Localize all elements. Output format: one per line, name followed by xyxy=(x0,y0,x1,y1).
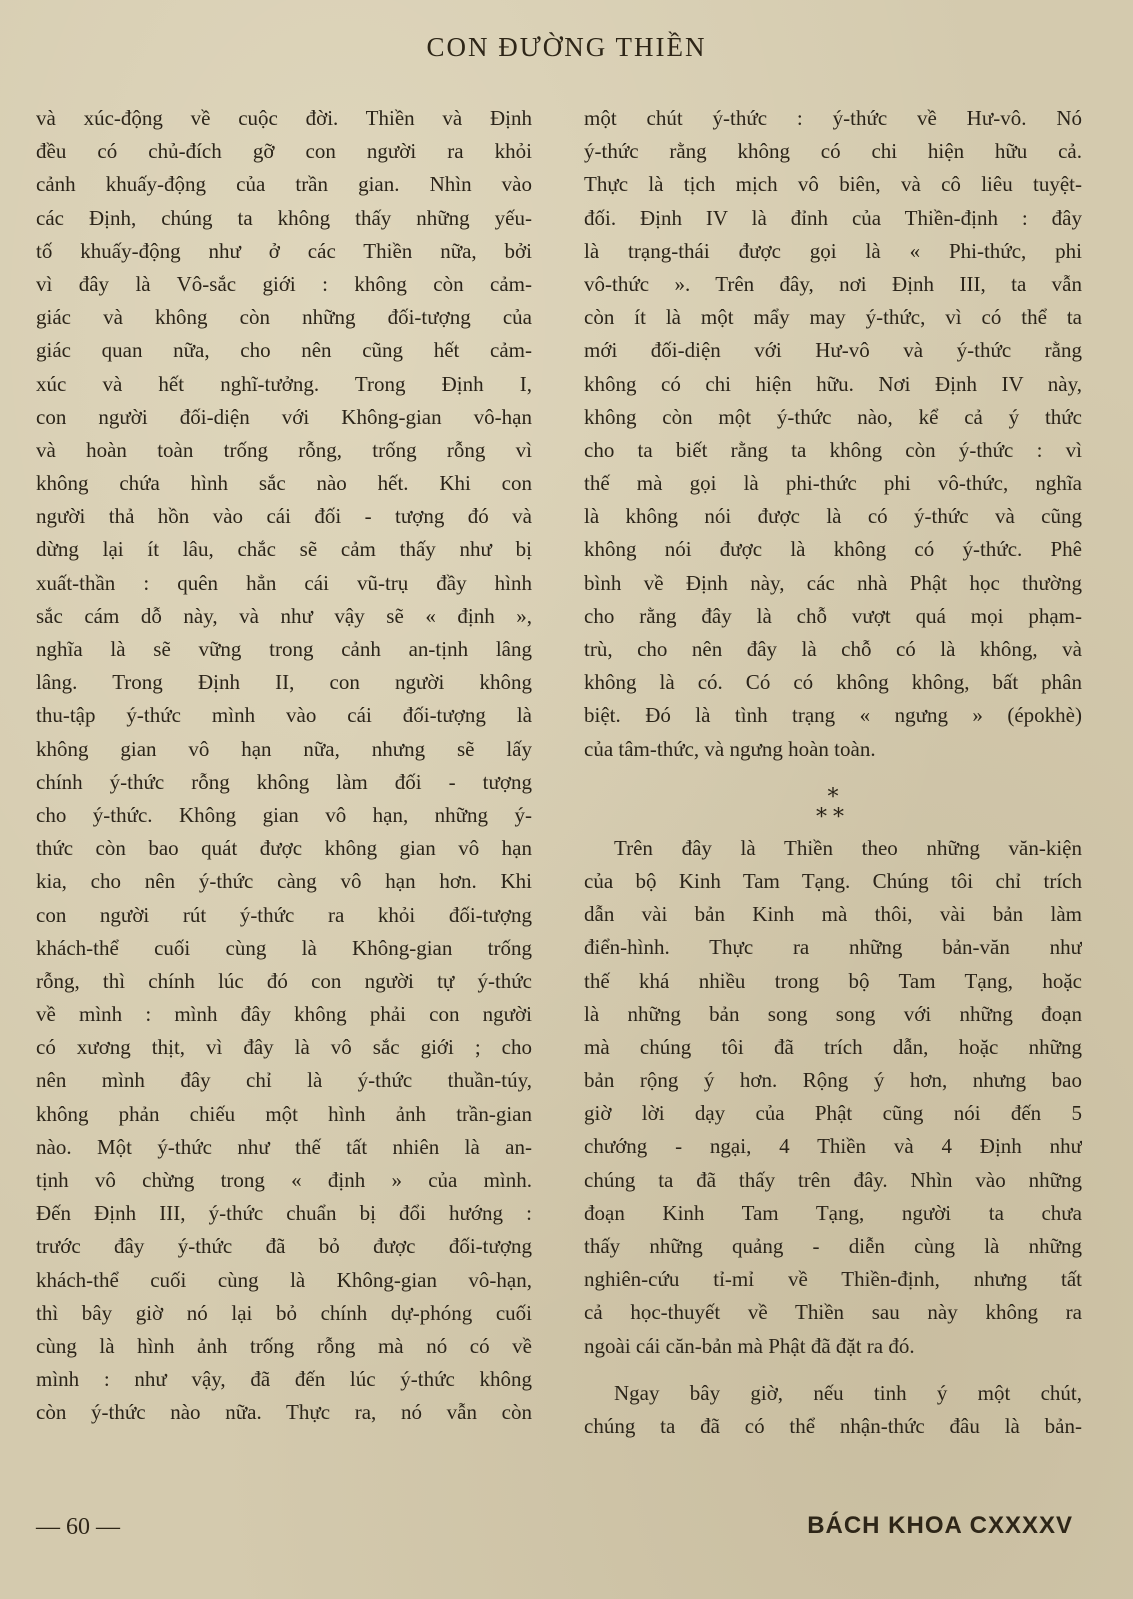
separator-stars: ** xyxy=(816,804,850,830)
text-line: người thả hồn vào cái đối - tượng đó và xyxy=(36,504,532,529)
text-line: và xúc-động về cuộc đời. Thiền và Định xyxy=(36,106,532,130)
text-line: có xương thịt, vì đây là vô sắc giới ; cho xyxy=(36,1035,532,1060)
text-line: vô-thức ». Trên đây, nơi Định III, ta vẫn xyxy=(584,271,1082,296)
text-line: thì bây giờ nó lại bỏ chính dự-phóng cuối xyxy=(36,1300,532,1325)
running-title: CON ĐƯỜNG THIỀN xyxy=(426,32,707,62)
text-line: ngoài cái căn-bản mà Phật đã đặt ra đó. xyxy=(584,1333,915,1358)
text-line: rỗng, thì chính lúc đó con người tự ý-thức xyxy=(36,968,532,993)
text-line: thấy những quảng - diễn cùng là những xyxy=(584,1234,1082,1258)
text-line: dừng lại ít lâu, chắc sẽ cảm thấy như bị xyxy=(36,537,532,562)
text-line: cả học-thuyết về Thiền sau này không ra xyxy=(584,1300,1082,1325)
text-line: khách-thể cuối cùng là Không-gian trống xyxy=(36,935,532,960)
text-line: lâng. Trong Định II, con người không xyxy=(36,670,532,695)
text-line: biệt. Đó là tình trạng « ngưng » (épokhè) xyxy=(584,703,1082,728)
text-line: nào. Một ý-thức như thế tất nhiên là an- xyxy=(36,1134,532,1159)
text-line: của bộ Kinh Tam Tạng. Chúng tôi chỉ trích xyxy=(584,868,1082,893)
text-line: tịnh vô chừng trong « định » của mình. xyxy=(36,1168,532,1192)
text-line: không nói được là không có ý-thức. Phê xyxy=(584,537,1082,562)
text-line: đoạn Kinh Tam Tạng, người ta chưa xyxy=(584,1200,1082,1225)
text-line: không phản chiếu một hình ảnh trần-gian xyxy=(36,1101,532,1126)
text-line: con người đối-diện với Không-gian vô-hạn xyxy=(36,404,532,429)
text-line: mình : như vậy, đã đến lúc ý-thức không xyxy=(36,1367,532,1392)
text-line: Ngay bây giờ, nếu tinh ý một chút, xyxy=(614,1380,1082,1405)
text-line: chúng ta đã thấy trên đây. Nhìn vào những xyxy=(584,1167,1082,1192)
text-line: nên mình đây chỉ là ý-thức thuần-túy, xyxy=(36,1068,532,1093)
text-line: cho ý-thức. Không gian vô hạn, những ý- xyxy=(36,802,532,827)
text-line: không chứa hình sắc nào hết. Khi con xyxy=(36,471,532,496)
paragraph-gap xyxy=(584,1363,1082,1377)
section-separator xyxy=(584,766,1082,832)
text-line: tố khuấy-động như ở các Thiền nữa, bởi xyxy=(36,238,532,263)
text-line: Thực là tịch mịch vô biên, và cô liêu tuyệt- xyxy=(584,172,1082,197)
text-line: vì đây là Vô-sắc giới : không còn cảm- xyxy=(36,271,532,296)
text-line: chúng ta đã có thể nhận-thức đâu là bản- xyxy=(584,1413,1082,1438)
text-line: sắc cám dỗ này, và như vậy sẽ « định », xyxy=(36,603,532,628)
text-line: không gian vô hạn nữa, nhưng sẽ lấy xyxy=(36,736,532,761)
text-line: giờ lời dạy của Phật cũng nói đến 5 xyxy=(584,1101,1082,1126)
text-line: ý-thức rằng không có chi hiện hữu cả. xyxy=(584,139,1082,164)
text-line: mà chúng tôi đã trích dẫn, hoặc những xyxy=(584,1034,1082,1059)
right-column xyxy=(584,102,1082,1443)
text-line: còn ý-thức nào nữa. Thực ra, nó vẫn còn xyxy=(36,1400,532,1425)
text-line: cảnh khuấy-động của trần gian. Nhìn vào xyxy=(36,172,532,197)
text-line: thế khá nhiều trong bộ Tam Tạng, hoặc xyxy=(584,968,1082,993)
text-line: là trạng-thái được gọi là « Phi-thức, phi xyxy=(584,238,1082,263)
text-line: bản rộng ý hơn. Rộng ý hơn, nhưng bao xyxy=(584,1068,1082,1093)
text-line: khách-thể cuối cùng là Không-gian vô-hạn, xyxy=(36,1267,532,1292)
text-line: của tâm-thức, và ngưng hoàn toàn. xyxy=(584,736,876,761)
text-line: mới đối-diện với Hư-vô và ý-thức rằng xyxy=(584,338,1082,363)
text-line: đối. Định IV là đỉnh của Thiền-định : đây xyxy=(584,205,1082,230)
text-line: không có chi hiện hữu. Nơi Định IV này, xyxy=(584,371,1082,396)
journal-title: BÁCH KHOA CXXXXV xyxy=(807,1512,1073,1539)
separator-star: * xyxy=(827,784,839,810)
text-line: con người rút ý-thức ra khỏi đối-tượng xyxy=(36,902,532,927)
text-line: còn ít là một mẩy may ý-thức, vì có thể ta xyxy=(584,305,1082,330)
text-line: và hoàn toàn trống rỗng, trống rỗng vì xyxy=(36,437,532,462)
text-line: cho rằng đây là chỗ vượt quá mọi phạm- xyxy=(584,603,1082,628)
text-line: về mình : mình đây không phải con người xyxy=(36,1002,532,1027)
text-line: chính ý-thức rỗng không làm đối - tượng xyxy=(36,769,532,794)
text-line: cho ta biết rằng ta không còn ý-thức : vì xyxy=(584,437,1082,462)
text-line: xuất-thần : quên hẳn cái vũ-trụ đầy hình xyxy=(36,570,532,595)
text-line: là không nói được là có ý-thức và cũng xyxy=(584,504,1082,529)
text-line: là những bản song song với những đoạn xyxy=(584,1001,1082,1026)
text-line: kia, cho nên ý-thức càng vô hạn hơn. Khi xyxy=(36,869,532,894)
text-line: trước đây ý-thức đã bỏ được đối-tượng xyxy=(36,1234,532,1259)
text-line: các Định, chúng ta không thấy những yếu- xyxy=(36,205,532,230)
text-line: thu-tập ý-thức mình vào cái đối-tượng là xyxy=(36,703,532,728)
text-line: điển-hình. Thực ra những bản-văn như xyxy=(584,935,1082,960)
text-line: Trên đây là Thiền theo những văn-kiện xyxy=(614,835,1082,860)
text-line: đều có chủ-đích gỡ con người ra khỏi xyxy=(36,139,532,164)
text-line: thế mà gọi là phi-thức phi vô-thức, nghĩa xyxy=(584,471,1082,496)
text-line: một chút ý-thức : ý-thức về Hư-vô. Nó xyxy=(584,106,1082,130)
text-line: nghĩa là sẽ vững trong cảnh an-tịnh lâng xyxy=(36,637,532,661)
text-line: giác và không còn những đối-tượng của xyxy=(36,305,532,330)
text-line: thức còn bao quát được không gian vô hạn xyxy=(36,836,532,861)
text-line: giác quan nữa, cho nên cũng hết cảm- xyxy=(36,338,532,363)
text-line: xúc và hết nghĩ-tưởng. Trong Định I, xyxy=(36,371,532,396)
text-line: nghiên-cứu tỉ-mỉ về Thiền-định, nhưng tất xyxy=(584,1267,1082,1292)
left-column xyxy=(36,102,532,1430)
text-line: chướng - ngại, 4 Thiền và 4 Định như xyxy=(584,1134,1082,1159)
text-line: Đến Định III, ý-thức chuẩn bị đổi hướng : xyxy=(36,1201,532,1226)
text-line: bình về Định này, các nhà Phật học thường xyxy=(584,570,1082,595)
text-line: dẫn vài bản Kinh mà thôi, vài bản làm xyxy=(584,902,1082,927)
text-line: trù, cho nên đây là chỗ có là không, và xyxy=(584,637,1082,661)
text-line: không là có. Có có không không, bất phân xyxy=(584,670,1082,695)
page-number: — 60 — xyxy=(36,1514,120,1540)
text-line: không còn một ý-thức nào, kể cả ý thức xyxy=(584,404,1082,429)
text-line: cùng là hình ảnh trống rỗng mà nó có về xyxy=(36,1333,532,1358)
